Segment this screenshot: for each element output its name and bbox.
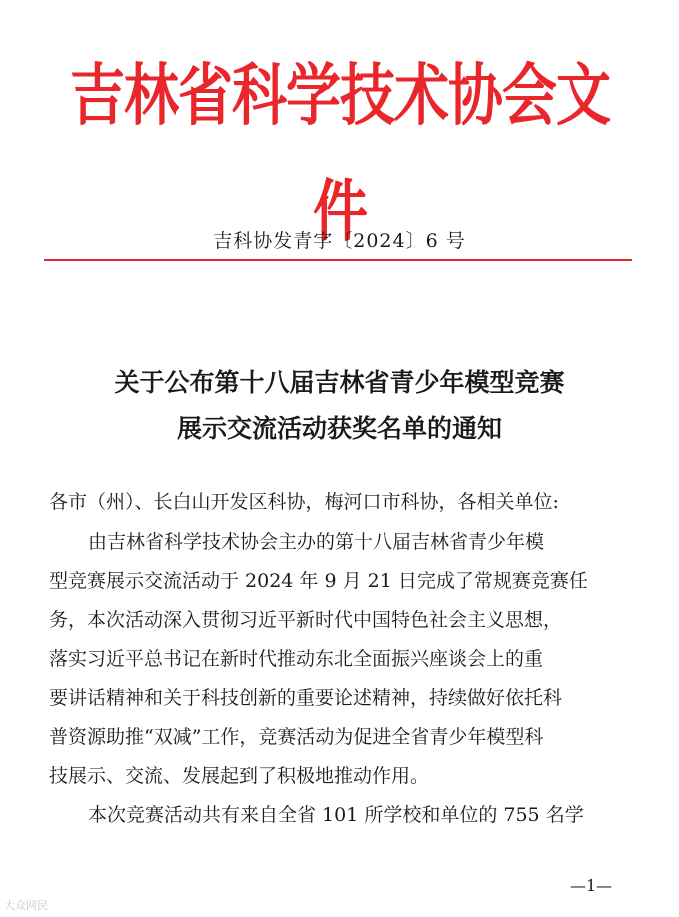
body-line-8: 本次竞赛活动共有来自全省 101 所学校和单位的 755 名学 [88,804,584,826]
red-divider-line [44,259,632,261]
body-line-2: 型竞赛展示交流活动于 2024 年 9 月 21 日完成了常规赛竞赛任 [49,570,588,592]
title-line-1: 关于公布第十八届吉林省青少年模型竞赛 [114,368,565,397]
body-line-6: 普资源助推“双减”工作，竞赛活动为促进全省青少年模型科 [49,726,544,748]
body-line-1: 由吉林省科学技术协会主办的第十八届吉林省青少年模 [88,531,545,553]
body-line-3: 务，本次活动深入贯彻习近平新时代中国特色社会主义思想， [49,609,563,631]
document-number: 吉科协发青字〔2024〕6 号 [213,230,466,252]
body-line-4: 落实习近平总书记在新时代推动东北全面振兴座谈会上的重 [49,648,544,670]
watermark: 大众网民 [4,899,48,912]
body-line-5: 要讲话精神和关于科技创新的重要论述精神，持续做好依托科 [49,687,563,709]
salutation: 各市（州）、长白山开发区科协，梅河口市科协，各相关单位: [49,491,559,513]
body-line-7: 技展示、交流、发展起到了积极地推动作用。 [49,765,430,787]
document-masthead: 吉林省科学技术协会文件 [69,56,610,251]
title-line-2: 展示交流活动获奖名单的通知 [176,414,502,443]
page-number: —1— [570,876,613,895]
